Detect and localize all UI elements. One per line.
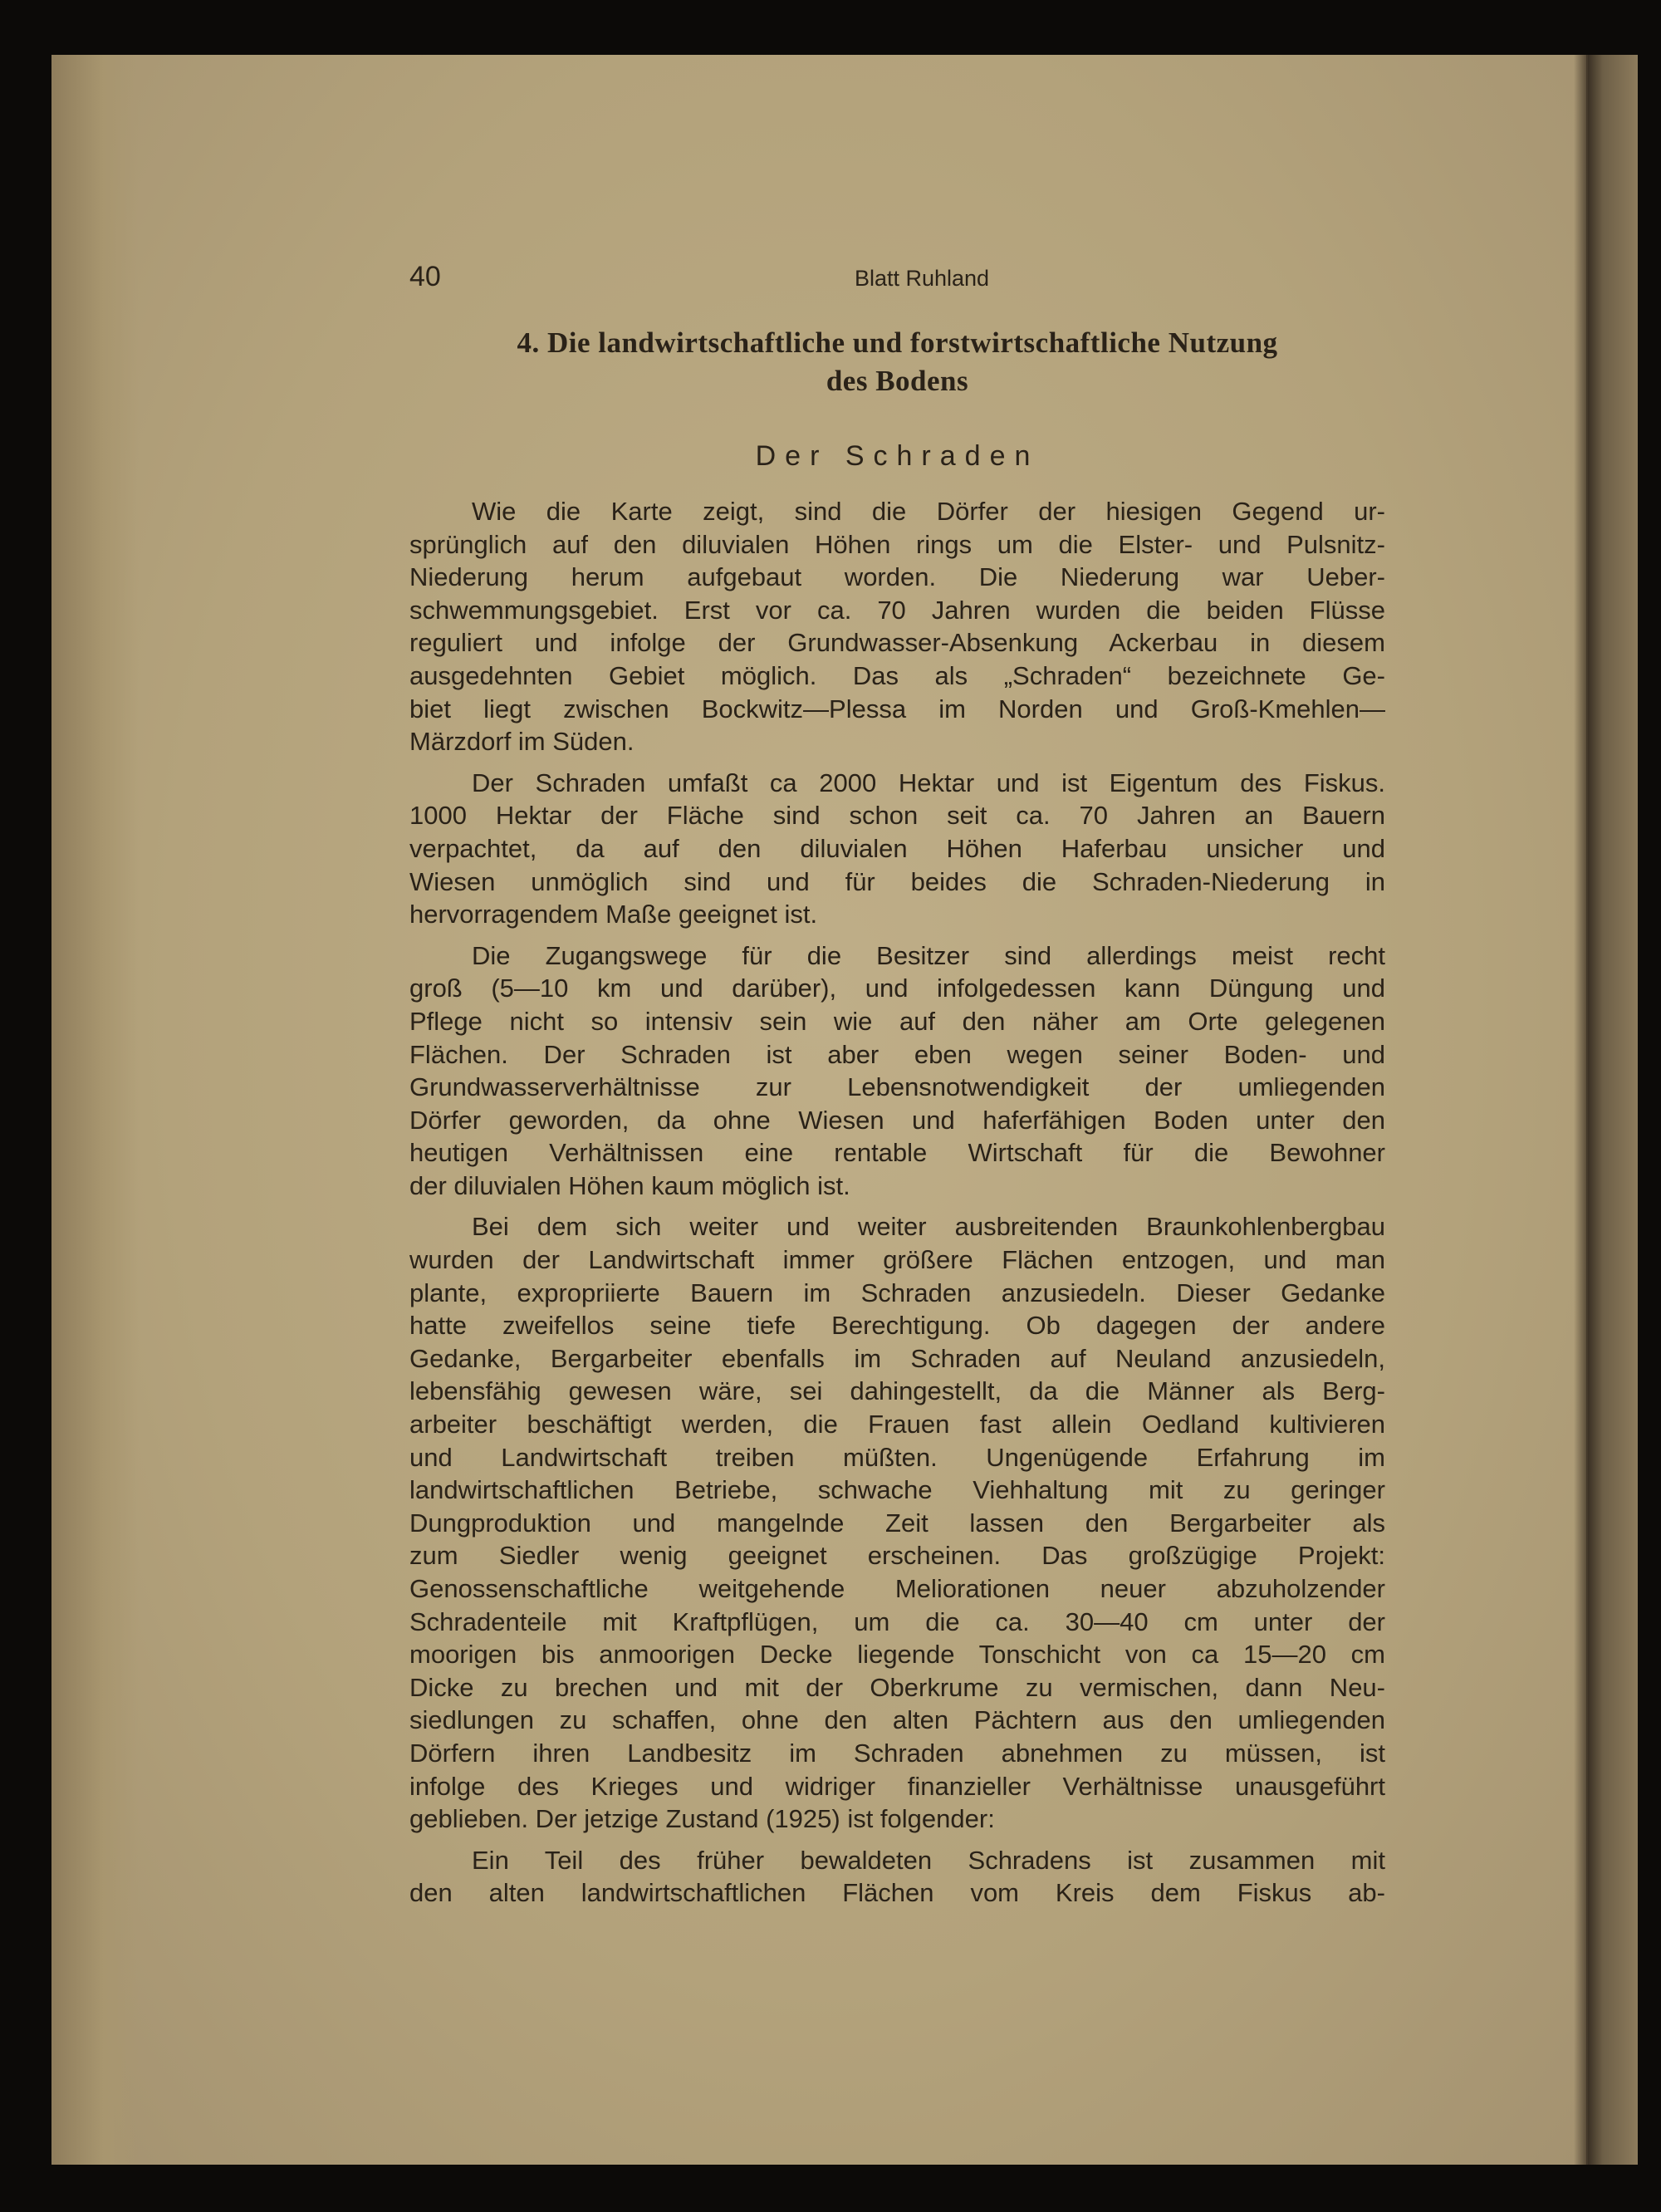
text-line: 1000 Hektar der Fläche sind schon seit ca. 70 Jahren an Bauern — [409, 801, 1385, 831]
paragraph — [409, 767, 1385, 931]
text-line: Dörfern ihren Landbesitz im Schraden abnehmen zu müssen, ist — [409, 1738, 1385, 1768]
text-line: Der Schraden umfaßt ca 2000 Hektar und ist Eigentum des Fiskus. — [472, 768, 1385, 797]
text-line: zum Siedler wenig geeignet erscheinen. Das großzügige Projekt: — [409, 1541, 1385, 1571]
running-title: Blatt Ruhland — [854, 266, 990, 291]
page-edge-shadow — [51, 55, 139, 2165]
page-number: 40 — [409, 261, 441, 292]
text-line: Grundwasserverhältnisse zur Lebensnotwendigkeit der umliegenden — [409, 1072, 1385, 1102]
text-line: und Landwirtschaft treiben müßten. Ungenügende Erfahrung im — [409, 1442, 1385, 1472]
text-line: schwemmungsgebiet. Erst vor ca. 70 Jahren wurden die beiden Flüsse — [409, 595, 1385, 625]
text-line: infolge des Krieges und widriger finanzieller Verhältnisse unausgeführt — [409, 1771, 1385, 1801]
text-line: plante, expropriierte Bauern im Schraden anzusiedeln. Dieser Gedanke — [409, 1278, 1385, 1307]
text-line: Dörfer geworden, da ohne Wiesen und haferfähigen Boden unter den — [409, 1105, 1385, 1135]
text-line: wurden der Landwirtschaft immer größere Flächen entzogen, und man — [409, 1245, 1385, 1275]
text-line: Märzdorf im Süden. — [409, 727, 635, 757]
paragraph — [409, 495, 1385, 758]
text-line: der diluvialen Höhen kaum möglich ist. — [409, 1170, 850, 1200]
text-line: Die Zugangswege für die Besitzer sind allerdings meist recht — [472, 940, 1385, 970]
text-line: hervorragendem Maße geeignet ist. — [409, 900, 818, 929]
text-line: moorigen bis anmoorigen Decke liegende Tonschicht von ca 15—20 cm — [409, 1640, 1385, 1670]
text-line: sprünglich auf den diluvialen Höhen rings um die Elster- und Pulsnitz- — [409, 529, 1385, 559]
section-heading-line: des Bodens — [826, 365, 969, 397]
binding-gutter — [1574, 55, 1589, 2165]
section-heading — [409, 324, 1385, 400]
subsection-title: Der Schraden — [755, 440, 1040, 472]
text-line: groß (5—10 km und darüber), und infolgedessen kann Düngung und — [409, 974, 1385, 1003]
text-line: Dicke zu brechen und mit der Oberkrume zu vermischen, dann Neu- — [409, 1672, 1385, 1702]
text-line: verpachtet, da auf den diluvialen Höhen Haferbau unsicher und — [409, 833, 1385, 863]
text-line: Gedanke, Bergarbeiter ebenfalls im Schraden auf Neuland anzusiedeln, — [409, 1343, 1385, 1373]
text-line: lebensfähig gewesen wäre, sei dahingestellt, da die Männer als Berg- — [409, 1376, 1385, 1406]
text-line: Schradenteile mit Kraftpflügen, um die ca. 30—40 cm unter der — [409, 1606, 1385, 1636]
text-line: Wie die Karte zeigt, sind die Dörfer der hiesigen Gegend ur- — [472, 497, 1385, 526]
text-line: Wiesen unmöglich sind und für beides die Schraden-Niederung in — [409, 866, 1385, 896]
text-line: Genossenschaftliche weitgehende Meliorationen neuer abzuholzender — [409, 1574, 1385, 1603]
text-line: hatte zweifellos seine tiefe Berechtigung. Ob dagegen der andere — [409, 1311, 1385, 1341]
text-line: ausgedehnten Gebiet möglich. Das als „Schraden“ bezeichnete Ge- — [409, 660, 1385, 690]
text-line: reguliert und infolge der Grundwasser-Absenkung Ackerbau in diesem — [409, 628, 1385, 658]
text-line: landwirtschaftlichen Betriebe, schwache Viehhaltung mit zu geringer — [409, 1475, 1385, 1505]
text-line: biet liegt zwischen Bockwitz—Plessa im Norden und Groß-Kmehlen— — [409, 694, 1385, 723]
text-line: Ein Teil des früher bewaldeten Schradens ist zusammen mit — [472, 1845, 1385, 1875]
text-line: Niederung herum aufgebaut worden. Die Niederung war Ueber- — [409, 562, 1385, 592]
text-line: geblieben. Der jetzige Zustand (1925) ist folgender: — [409, 1804, 995, 1834]
facing-page-edge — [1588, 55, 1638, 2165]
text-line: Bei dem sich weiter und weiter ausbreitenden Braunkohlenbergbau — [472, 1212, 1385, 1242]
paragraph — [409, 1210, 1385, 1835]
text-line: arbeiter beschäftigt werden, die Frauen fast allein Oedland kultivieren — [409, 1410, 1385, 1440]
section-heading-line: 4. Die landwirtschaftliche und forstwirtschaftliche Nutzung — [517, 326, 1278, 359]
paragraph — [409, 939, 1385, 1203]
text-line: Dungproduktion und mangelnde Zeit lassen den Bergarbeiter als — [409, 1508, 1385, 1538]
body-text — [409, 495, 1385, 1918]
text-line: Pflege nicht so intensiv sein wie auf den näher am Orte gelegenen — [409, 1006, 1385, 1036]
text-line: Flächen. Der Schraden ist aber eben wegen seiner Boden- und — [409, 1039, 1385, 1069]
text-line: siedlungen zu schaffen, ohne den alten Pächtern aus den umliegenden — [409, 1705, 1385, 1735]
paragraph — [409, 1844, 1385, 1910]
text-line: den alten landwirtschaftlichen Flächen vom Kreis dem Fiskus ab- — [409, 1878, 1385, 1908]
text-line: heutigen Verhältnissen eine rentable Wirtschaft für die Bewohner — [409, 1138, 1385, 1168]
